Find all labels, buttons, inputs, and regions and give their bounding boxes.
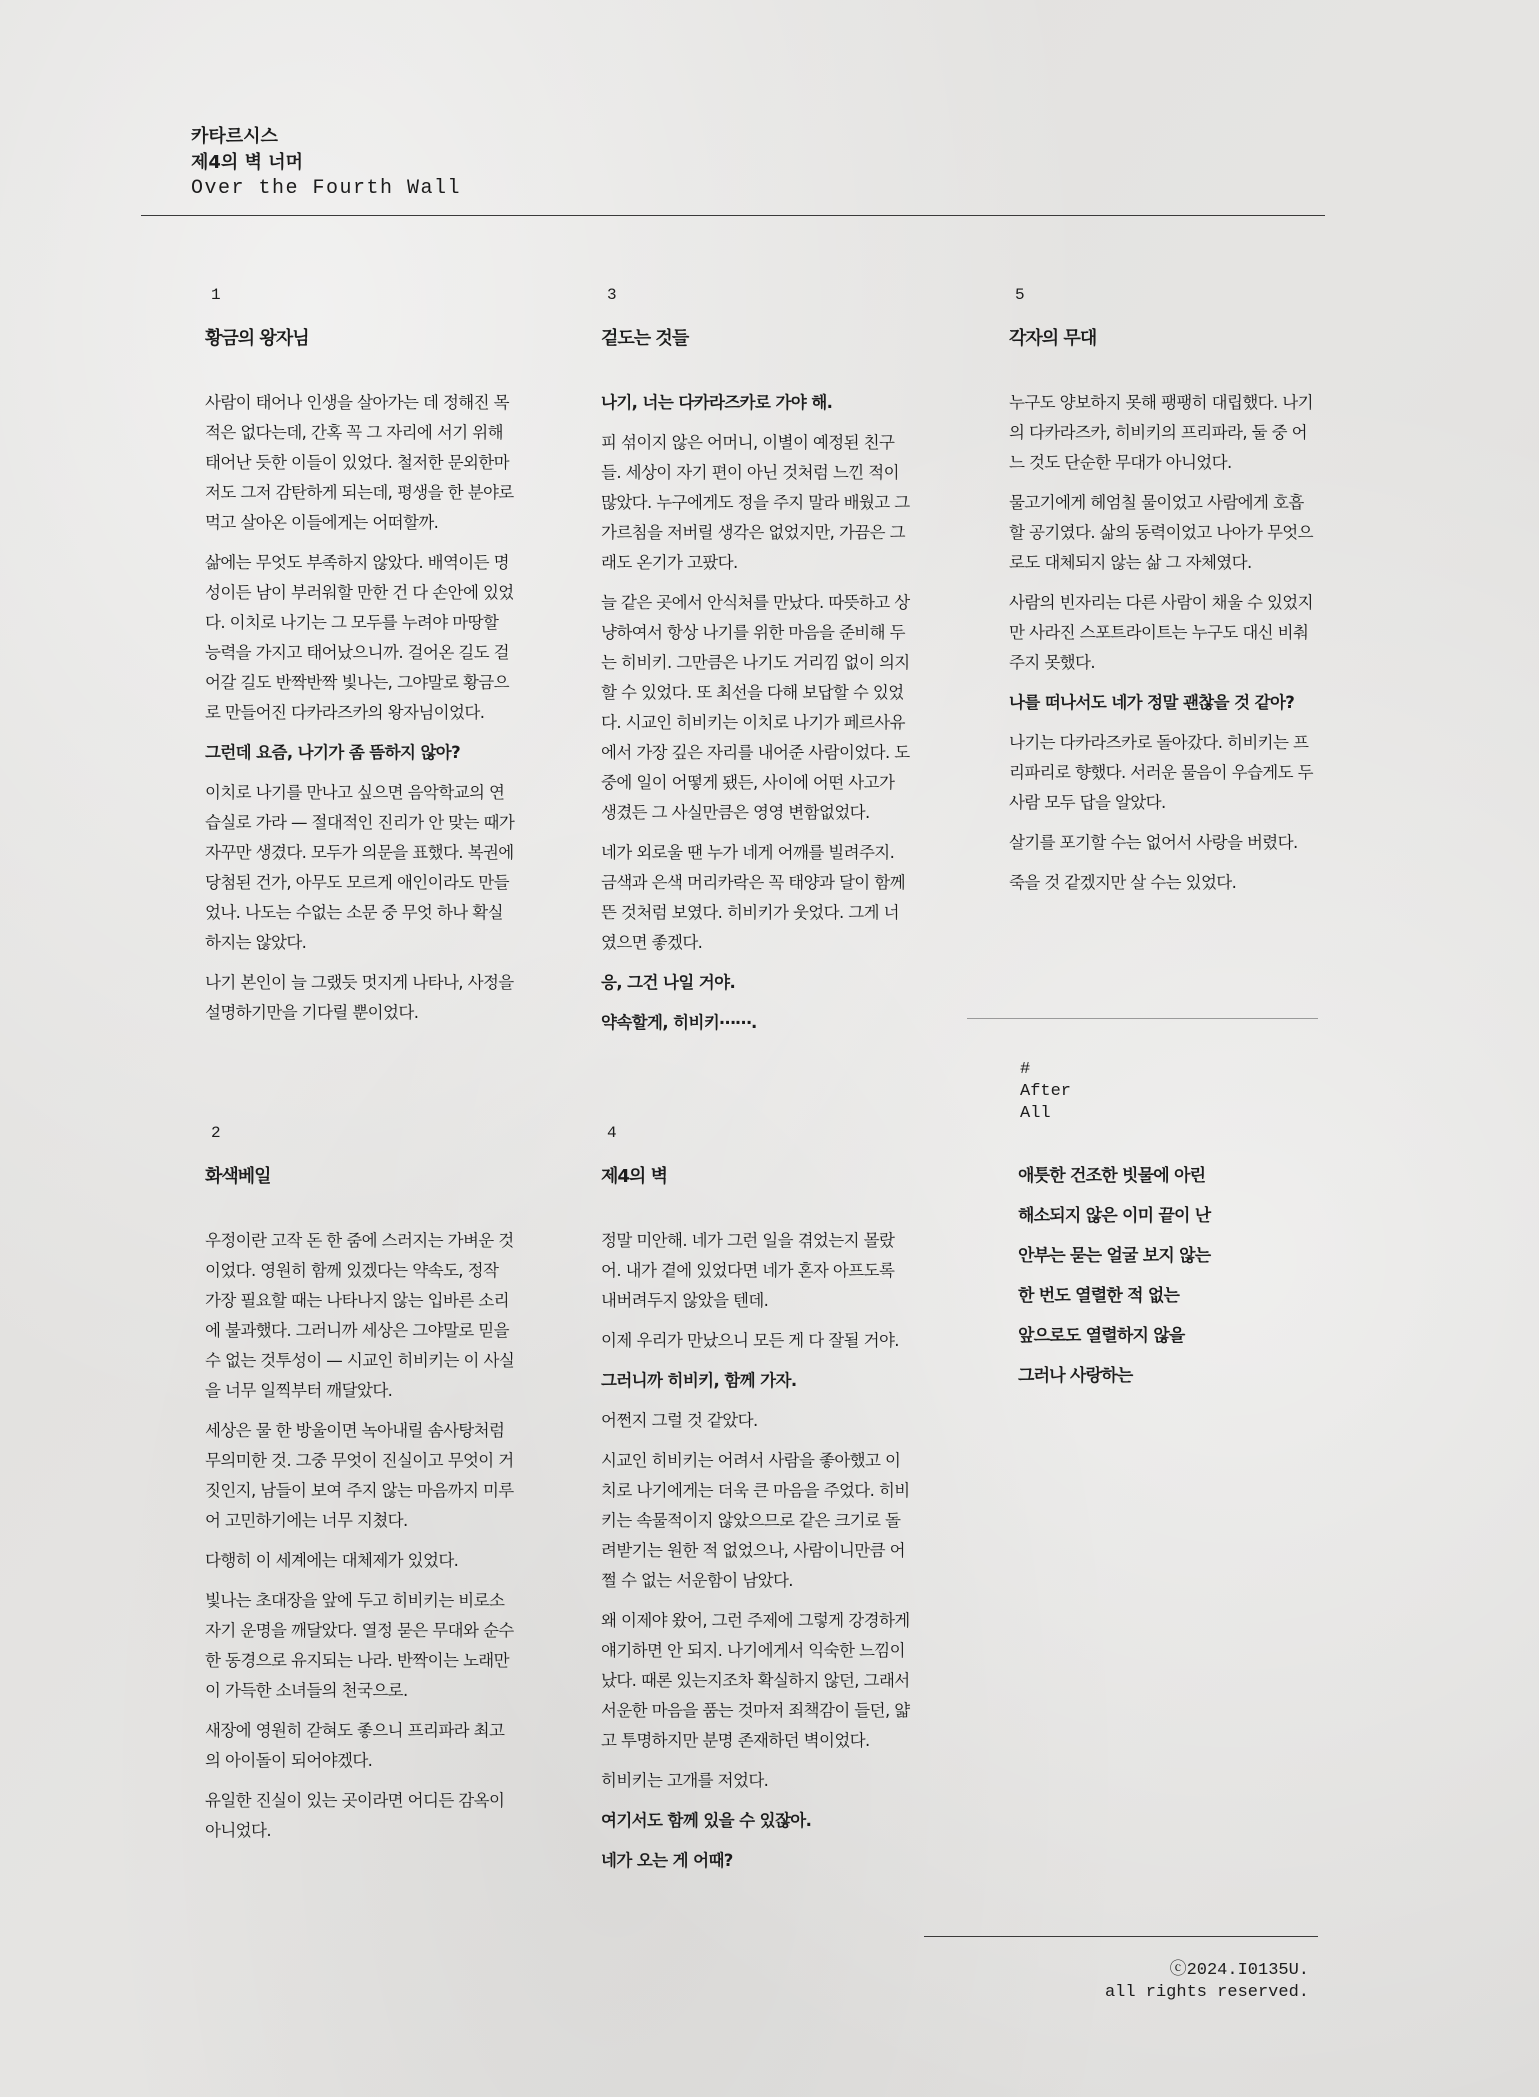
section-title: 황금의 왕자님 xyxy=(205,328,309,349)
section-1 xyxy=(205,286,515,1038)
section-number: 4 xyxy=(607,1124,617,1142)
paragraph: 사람이 태어나 인생을 살아가는 데 정해진 목적은 없다는데, 간혹 꼭 그 자리에 서기 위해 태어난 듯한 이들이 있었다. 철저한 문외한마저도 그저 감탄하게 되는데, 평생을 한 분야로 먹고 살아온 이들에게는 어떠할까. xyxy=(205,393,514,532)
poem-line: 앞으로도 열렬하지 않을 xyxy=(1018,1326,1185,1346)
paragraph: 나를 떠나서도 네가 정말 괜찮을 것 같아? xyxy=(1009,693,1295,712)
section-5 xyxy=(1009,286,1319,908)
section-number: 1 xyxy=(211,286,221,304)
paragraph: 빛나는 초대장을 앞에 두고 히비키는 비로소 자기 운명을 깨달았다. 열정 묻은 무대와 순수한 동경으로 유지되는 나라. 반짝이는 노래만이 가득한 소녀들의 천국으로. xyxy=(205,1591,514,1700)
paragraph: 늘 같은 곳에서 안식처를 만났다. 따뜻하고 상냥하여서 항상 나기를 위한 마음을 준비해 두는 히비키. 그만큼은 나기도 거리낌 없이 의지할 수 있었다. 또 최선을 다해 보답할 수 있었다. 시교인 히비키는 이치로 나기가 페르사유에서 가장 깊은 자리를 내어준 사람이었다. 도중에 일이 어떻게 됐든, 사이에 어떤 사고가 생겼든 그 사실만큼은 영영 변함없었다. xyxy=(601,593,910,822)
paragraph: 네가 오는 게 어때? xyxy=(601,1851,733,1870)
header-divider xyxy=(141,215,1325,216)
header xyxy=(191,124,461,202)
after-all-mark: # xyxy=(1020,1060,1031,1079)
copyright xyxy=(1105,1960,1309,2004)
paragraph: 시교인 히비키는 어려서 사람을 좋아했고 이치로 나기에게는 더욱 큰 마음을 주었다. 히비키는 속물적이지 않았으므로 같은 크기로 돌려받기는 원한 적 없었으나, 사람이니만큼 어쩔 수 없는 서운함이 남았다. xyxy=(601,1451,910,1590)
after-all-line-1: After xyxy=(1020,1082,1072,1101)
paragraph: 물고기에게 헤엄칠 물이었고 사람에게 호흡할 공기였다. 삶의 동력이었고 나아가 무엇으로도 대체되지 않는 삶 그 자체였다. xyxy=(1009,493,1313,572)
title-ko-2: 제4의 벽 너머 xyxy=(191,152,303,173)
paragraph: 약속할게, 히비키⋯⋯. xyxy=(601,1013,757,1032)
after-all-poem xyxy=(1018,1164,1210,1404)
section-number: 5 xyxy=(1015,286,1025,304)
copyright-line-1: ⓒ2024.I0135U. xyxy=(1169,1961,1309,1980)
paragraph: 나기는 다카라즈카로 돌아갔다. 히비키는 프리파리로 향했다. 서러운 물음이 우습게도 두 사람 모두 답을 알았다. xyxy=(1009,733,1313,812)
section-title: 화색베일 xyxy=(205,1166,271,1187)
poem-line: 애틋한 건조한 빗물에 아린 xyxy=(1018,1166,1206,1186)
poem-line: 해소되지 않은 이미 끝이 난 xyxy=(1018,1206,1211,1226)
section-body xyxy=(601,388,911,1038)
poem-line: 안부는 묻는 얼굴 보지 않는 xyxy=(1018,1246,1211,1266)
paragraph: 히비키는 고개를 저었다. xyxy=(601,1771,769,1790)
paragraph: 이치로 나기를 만나고 싶으면 음악학교의 연습실로 가라 — 절대적인 진리가 안 맞는 때가 자꾸만 생겼다. 모두가 의문을 표했다. 복권에 당첨된 건가, 아무도 모르게 애인이라도 만들었나. 나도는 수없는 소문 중 무엇 하나 확실하지는 않았다. xyxy=(205,783,515,952)
section-body xyxy=(205,388,515,1028)
paragraph: 나기 본인이 늘 그랬듯 멋지게 나타나, 사정을 설명하기만을 기다릴 뿐이었다. xyxy=(205,973,514,1022)
section-title: 겉도는 것들 xyxy=(601,328,689,349)
copyright-line-2: all rights reserved. xyxy=(1104,1983,1309,2002)
section-title: 제4의 벽 xyxy=(601,1166,667,1187)
paragraph: 누구도 양보하지 못해 팽팽히 대립했다. 나기의 다카라즈카, 히비키의 프리파라, 둘 중 어느 것도 단순한 무대가 아니었다. xyxy=(1009,393,1313,472)
poem-line: 그러나 사랑하는 xyxy=(1018,1366,1133,1386)
paragraph: 유일한 진실이 있는 곳이라면 어디든 감옥이 아니었다. xyxy=(205,1791,505,1840)
paragraph: 삶에는 무엇도 부족하지 않았다. 배역이든 명성이든 남이 부러워할 만한 건 다 손안에 있었다. 이치로 나기는 그 모두를 누려야 마땅할 능력을 가지고 태어났으니까. 걸어온 길도 걸어갈 길도 반짝반짝 빛나는, 그야말로 황금으로 만들어진 다카라즈카의 왕자님이었다. xyxy=(205,553,514,722)
title-ko-1: 카타르시스 xyxy=(191,126,278,147)
paragraph: 네가 외로울 땐 누가 네게 어깨를 빌려주지. 금색과 은색 머리카락은 꼭 태양과 달이 함께 뜬 것처럼 보였다. 히비키가 웃었다. 그게 너였으면 좋겠다. xyxy=(601,843,905,952)
paragraph: 이제 우리가 만났으니 모든 게 다 잘될 거야. xyxy=(601,1331,899,1350)
footer-divider xyxy=(924,1936,1318,1937)
paragraph: 왜 이제야 왔어, 그런 주제에 그렇게 강경하게 얘기하면 안 되지. 나기에게서 익숙한 느낌이 났다. 때론 있는지조차 확실하지 않던, 그래서 서운한 마음을 품는 것마저 죄책감이 들던, 얇고 투명하지만 분명 존재하던 벽이었다. xyxy=(601,1611,910,1750)
section-body xyxy=(205,1226,515,1846)
paragraph: 사람의 빈자리는 다른 사람이 채울 수 있었지만 사라진 스포트라이트는 누구도 대신 비춰 주지 못했다. xyxy=(1009,593,1313,672)
paragraph: 어쩐지 그럴 것 같았다. xyxy=(601,1411,758,1430)
paragraph: 나기, 너는 다카라즈카로 가야 해. xyxy=(601,393,833,412)
paragraph: 정말 미안해. 네가 그런 일을 겪었는지 몰랐어. 내가 곁에 있었다면 네가 혼자 아프도록 내버려두지 않았을 텐데. xyxy=(601,1231,895,1310)
paragraph: 그런데 요즘, 나기가 좀 뜸하지 않아? xyxy=(205,743,461,762)
paragraph: 피 섞이지 않은 어머니, 이별이 예정된 친구들. 세상이 자기 편이 아닌 것처럼 느낀 적이 많았다. 누구에게도 정을 주지 말라 배웠고 그 가르침을 저버릴 생각은 없었지만, 가끔은 그래도 온기가 고팠다. xyxy=(601,433,910,572)
paragraph: 다행히 이 세계에는 대체제가 있었다. xyxy=(205,1551,459,1570)
section-4 xyxy=(601,1124,911,1886)
after-all-line-2: All xyxy=(1020,1104,1051,1123)
paragraph: 우정이란 고작 돈 한 줌에 스러지는 가벼운 것이었다. 영원히 함께 있겠다는 약속도, 정작 가장 필요할 때는 나타나지 않는 입바른 소리에 불과했다. 그러니까 세상은 그야말로 믿을 수 없는 것투성이 — 시교인 히비키는 이 사실을 너무 일찍부터 깨달았다. xyxy=(205,1231,515,1400)
paragraph: 그러니까 히비키, 함께 가자. xyxy=(601,1371,797,1390)
section-number: 3 xyxy=(607,286,617,304)
section-body xyxy=(601,1226,911,1876)
section-body xyxy=(1009,388,1319,898)
section-2 xyxy=(205,1124,515,1856)
poem-line: 한 번도 열렬한 적 없는 xyxy=(1018,1286,1180,1306)
section-3 xyxy=(601,286,911,1048)
section-number: 2 xyxy=(211,1124,221,1142)
section-title: 각자의 무대 xyxy=(1009,328,1097,349)
after-all-divider xyxy=(967,1018,1318,1019)
paragraph: 새장에 영원히 갇혀도 좋으니 프리파라 최고의 아이돌이 되어야겠다. xyxy=(205,1721,505,1770)
paragraph: 죽을 것 같겠지만 살 수는 있었다. xyxy=(1009,873,1237,892)
title-en: Over the Fourth Wall xyxy=(191,177,462,200)
paragraph: 살기를 포기할 수는 없어서 사랑을 버렸다. xyxy=(1009,833,1298,852)
paragraph: 세상은 물 한 방울이면 녹아내릴 솜사탕처럼 무의미한 것. 그중 무엇이 진실이고 무엇이 거짓인지, 남들이 보여 주지 않는 마음까지 미루어 고민하기에는 너무 지쳤다. xyxy=(205,1421,514,1530)
paragraph: 응, 그건 나일 거야. xyxy=(601,973,736,992)
after-all-heading xyxy=(1020,1059,1071,1125)
paragraph: 여기서도 함께 있을 수 있잖아. xyxy=(601,1811,812,1830)
